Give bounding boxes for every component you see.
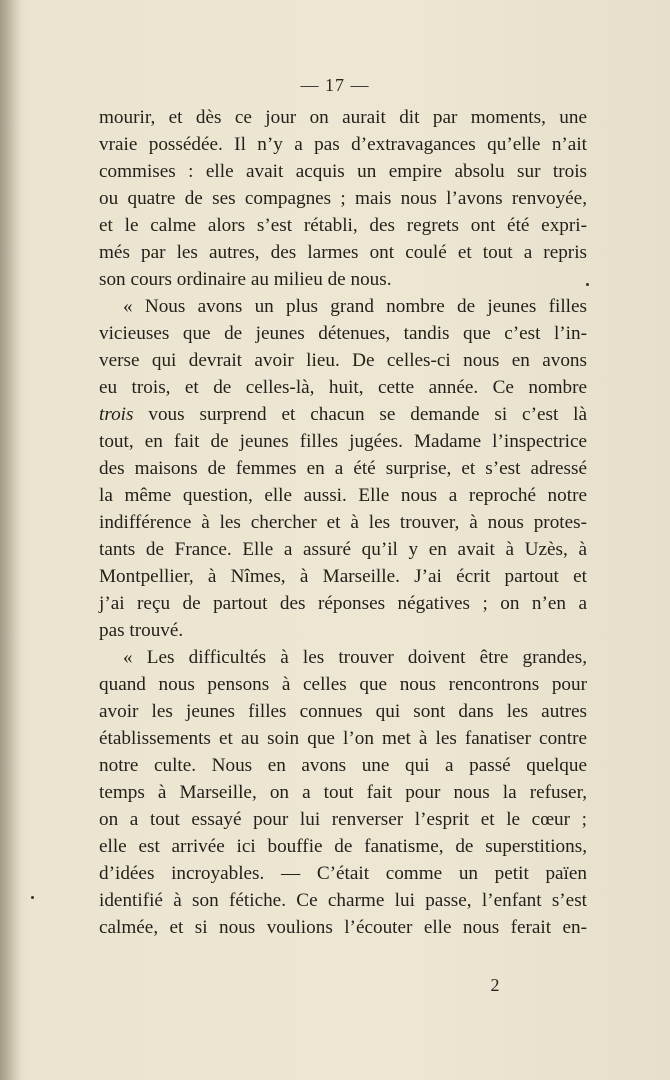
text-line: Montpellier, à Nîmes, à Marseille. J’ai écrit partout et [99,566,587,587]
text-line: « Les difficultés à les trouver doivent être grandes, [123,647,587,668]
body-text [99,104,587,941]
text-line: ou quatre de ses compagnes ; mais nous l’avons renvoyée, [99,188,587,209]
signature-mark: 2 [490,975,500,995]
binding-shadow [0,0,22,1080]
text-line: tout, en fait de jeunes filles jugées. Madame l’inspectrice [99,431,587,452]
text-line: vraie possédée. Il n’y a pas d’extravagances qu’elle n’ait [99,134,587,155]
ink-speck [31,896,34,899]
text-line: identifié à son fétiche. Ce charme lui passe, l’enfant s’est [99,890,587,911]
text-line: vicieuses que de jeunes détenues, tandis que c’est l’in- [99,323,587,344]
text-line: calmée, et si nous voulions l’écouter elle nous ferait en- [99,917,587,938]
text-line: notre culte. Nous en avons une qui a passé quelque [99,755,587,776]
text-line: trois vous surprend et chacun se demande si c’est là [99,404,587,425]
text-line: quand nous pensons à celles que nous rencontrons pour [99,674,587,695]
text-line: avoir les jeunes filles connues qui sont dans les autres [99,701,587,722]
text-line: verse qui devrait avoir lieu. De celles-ci nous en avons [99,350,587,371]
text-line: et le calme alors s’est rétabli, des regrets ont été expri- [99,215,587,236]
text-line: commises : elle avait acquis un empire absolu sur trois [99,161,587,182]
text-line: son cours ordinaire au milieu de nous. [99,269,392,290]
text-line: mourir, et dès ce jour on aurait dit par moments, une [99,107,587,128]
text-line: pas trouvé. [99,620,184,641]
text-line: temps à Marseille, on a tout fait pour nous la refuser, [99,782,587,803]
text-line: indifférence à les chercher et à les trouver, à nous protes- [99,512,587,533]
page-number: — 17 — [300,75,370,95]
text-line: la même question, elle aussi. Elle nous a reproché notre [99,485,587,506]
ink-speck [586,283,589,286]
text-line: elle est arrivée ici bouffie de fanatisme, de superstitions, [99,836,587,857]
text-line: établissements et au soin que l’on met à les fanatiser contre [99,728,587,749]
text-line: tants de France. Elle a assuré qu’il y en avait à Uzès, à [99,539,587,560]
text-line: « Nous avons un plus grand nombre de jeunes filles [123,296,587,317]
text-line: j’ai reçu de partout des réponses négatives ; on n’en a [99,593,587,614]
text-line: on a tout essayé pour lui renverser l’esprit et le cœur ; [99,809,587,830]
text-line: més par les autres, des larmes ont coulé et tout a repris [99,242,587,263]
italic-word: trois [99,404,134,425]
text-line: d’idées incroyables. — C’était comme un petit païen [99,863,587,884]
text-line: des maisons de femmes en a été surprise, et s’est adressé [99,458,587,479]
text-line: eu trois, et de celles-là, huit, cette année. Ce nombre [99,377,587,398]
